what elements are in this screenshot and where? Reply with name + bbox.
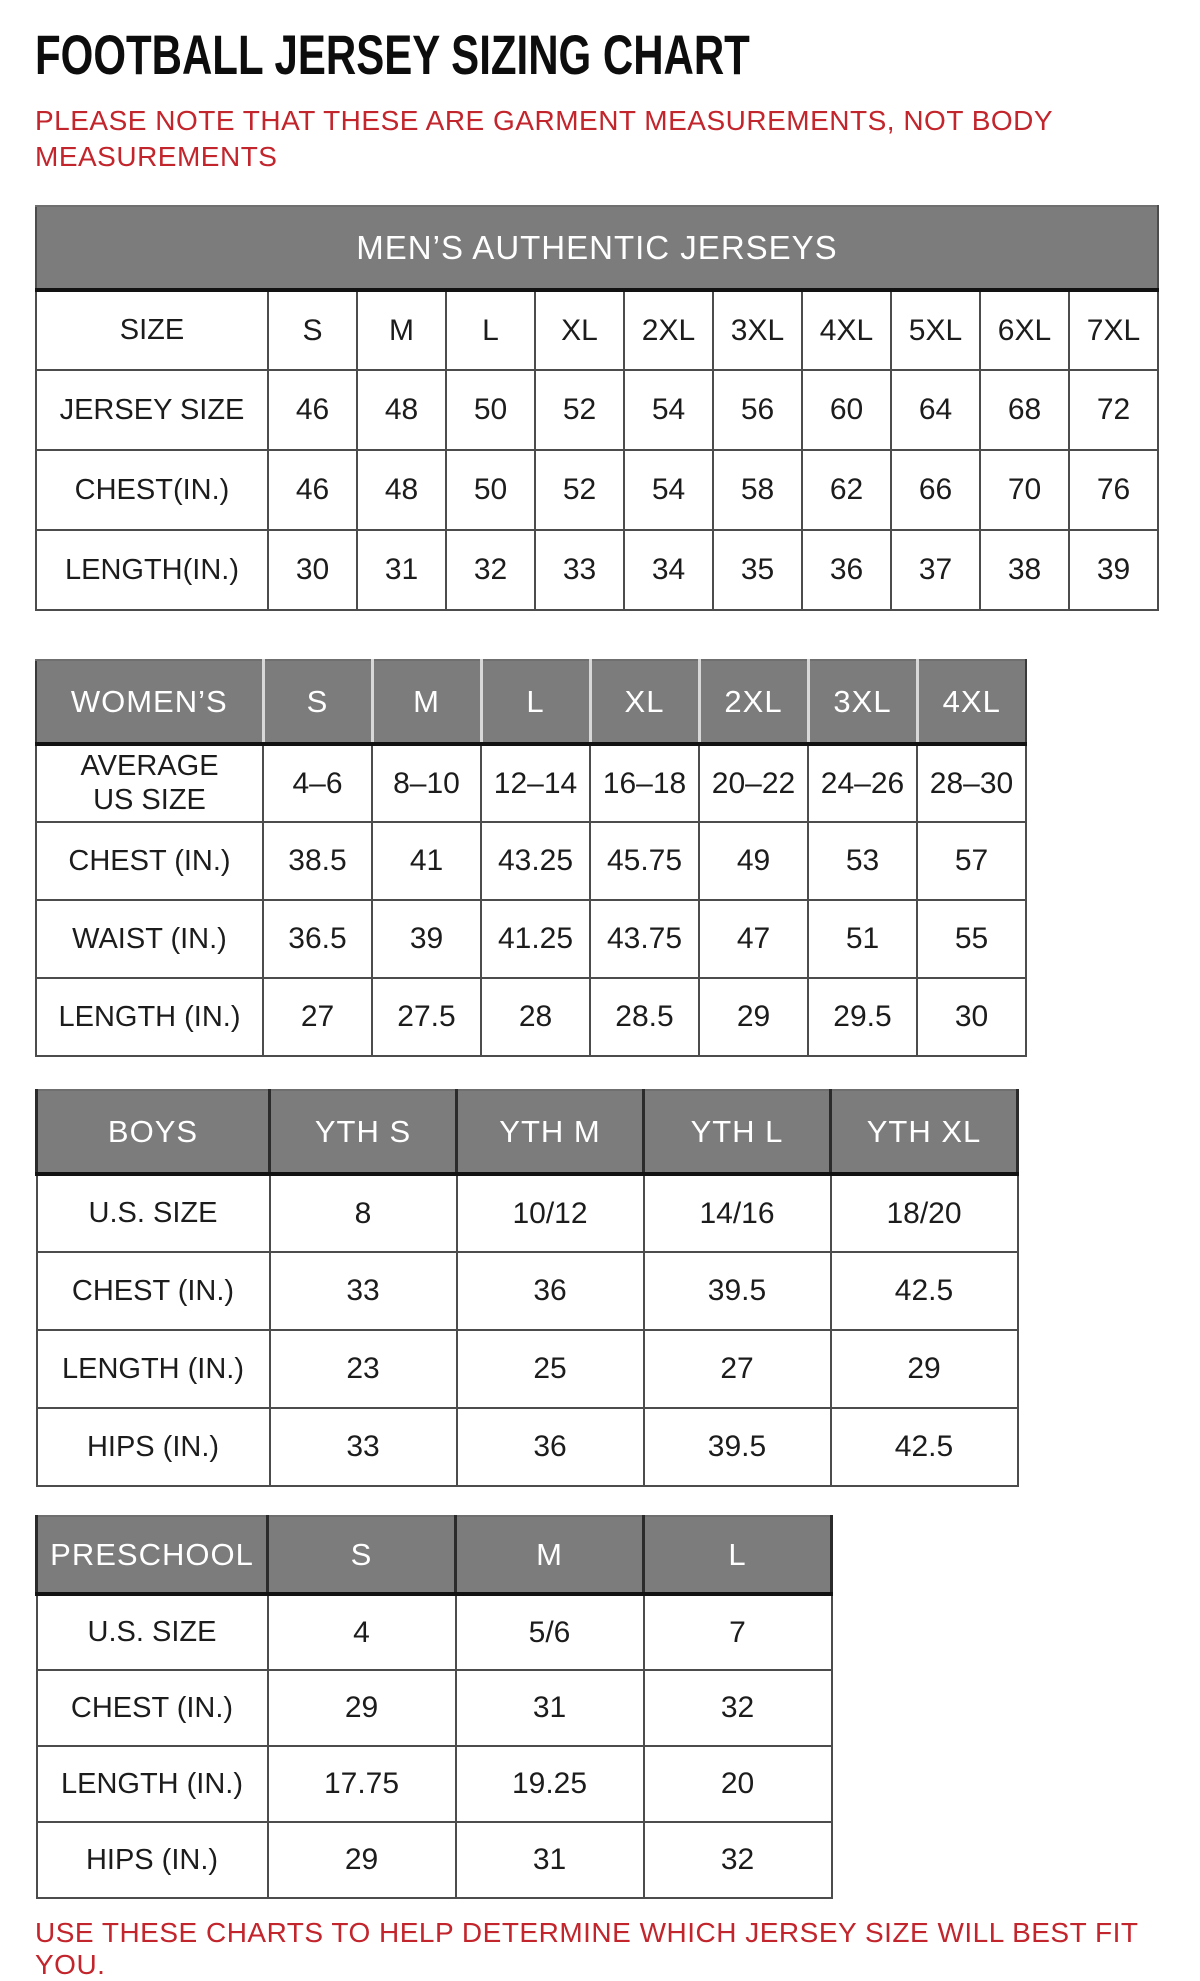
table-row [37,1594,832,1670]
table-cell: 38.5 [263,822,372,900]
table-row [36,450,1158,530]
table-cell: 53 [808,822,917,900]
table-cell: 55 [917,900,1026,978]
size-header-cell: XL [535,290,624,370]
table-cell: 41.25 [481,900,590,978]
size-header-cell: M [357,290,446,370]
table-cell: 45.75 [590,822,699,900]
boys-header-label: BOYS [37,1090,270,1174]
boys-table [35,1089,1019,1487]
table-cell: 35 [713,530,802,610]
table-cell: 28–30 [917,744,1026,822]
table-cell: 14/16 [644,1174,831,1252]
row-label: U.S. SIZE [37,1174,270,1252]
table-cell: 31 [456,1822,644,1898]
table-cell: 28 [481,978,590,1056]
table-cell: 33 [535,530,624,610]
size-header-cell: S [268,290,357,370]
table-cell: 29 [831,1330,1018,1408]
size-header-cell: 2XL [624,290,713,370]
size-header-cell: 5XL [891,290,980,370]
table-cell: 32 [644,1822,832,1898]
table-cell: 51 [808,900,917,978]
row-label-line2: US SIZE [93,783,206,816]
garment-note-line2: MEASUREMENTS [35,141,278,172]
table-cell: 48 [357,370,446,450]
row-label: CHEST (IN.) [37,1252,270,1330]
mens-table-banner: MEN’S AUTHENTIC JERSEYS [36,206,1158,290]
size-header-cell: XL [590,660,699,744]
table-cell: 29 [268,1670,456,1746]
table-cell: 28.5 [590,978,699,1056]
table-cell: 16–18 [590,744,699,822]
row-label: JERSEY SIZE [36,370,268,450]
row-label: CHEST (IN.) [37,1670,268,1746]
table-cell: 64 [891,370,980,450]
table-cell: 42.5 [831,1408,1018,1486]
table-cell: 54 [624,370,713,450]
table-cell: 27 [263,978,372,1056]
table-cell: 36 [457,1252,644,1330]
table-cell: 36 [802,530,891,610]
table-cell: 43.25 [481,822,590,900]
size-header-cell: 2XL [699,660,808,744]
table-cell: 32 [644,1670,832,1746]
table-cell: 66 [891,450,980,530]
table-cell: 38 [980,530,1069,610]
row-label: LENGTH (IN.) [37,1746,268,1822]
table-cell: 25 [457,1330,644,1408]
table-cell: 31 [357,530,446,610]
table-row [37,1330,1018,1408]
table-row [37,1822,832,1898]
preschool-table [35,1515,833,1899]
size-header-cell: 3XL [808,660,917,744]
table-cell: 39 [1069,530,1158,610]
size-header-cell: YTH L [644,1090,831,1174]
womens-header-row [36,660,1026,744]
table-cell: 5/6 [456,1594,644,1670]
table-cell: 27.5 [372,978,481,1056]
table-row [37,1174,1018,1252]
table-cell: 19.25 [456,1746,644,1822]
row-label-line1: AVERAGE [80,750,219,783]
table-cell: 20–22 [699,744,808,822]
table-row [37,1670,832,1746]
boys-header-row [37,1090,1018,1174]
womens-table [35,659,1027,1057]
table-cell: 42.5 [831,1252,1018,1330]
table-cell: 39.5 [644,1252,831,1330]
garment-note-line1: PLEASE NOTE THAT THESE ARE GARMENT MEASUREMENTS, NOT BODY [35,105,1054,136]
table-cell: 52 [535,450,624,530]
table-row [36,978,1026,1056]
table-cell: 29.5 [808,978,917,1056]
table-cell: 4–6 [263,744,372,822]
row-label: U.S. SIZE [37,1594,268,1670]
table-cell: 27 [644,1330,831,1408]
table-cell: 50 [446,370,535,450]
table-cell: 68 [980,370,1069,450]
table-cell: 39 [372,900,481,978]
table-cell: 50 [446,450,535,530]
size-header-cell: M [456,1516,644,1594]
row-label: HIPS (IN.) [37,1822,268,1898]
table-row [36,744,1026,822]
size-header-cell: 4XL [802,290,891,370]
table-cell: 41 [372,822,481,900]
table-cell: 48 [357,450,446,530]
size-header-cell: 4XL [917,660,1026,744]
table-cell: 18/20 [831,1174,1018,1252]
table-cell: 54 [624,450,713,530]
table-cell: 76 [1069,450,1158,530]
size-header-cell: S [268,1516,456,1594]
table-cell: 37 [891,530,980,610]
size-header-cell: 3XL [713,290,802,370]
size-header-cell: YTH M [457,1090,644,1174]
table-cell: 17.75 [268,1746,456,1822]
table-cell: 20 [644,1746,832,1822]
table-cell: 30 [268,530,357,610]
table-cell: 57 [917,822,1026,900]
table-cell: 56 [713,370,802,450]
size-header-cell: YTH XL [831,1090,1018,1174]
womens-header-label: WOMEN’S [36,660,263,744]
mens-authentic-jerseys-table [35,205,1159,611]
table-cell: 31 [456,1670,644,1746]
table-cell: 10/12 [457,1174,644,1252]
row-label: CHEST(IN.) [36,450,268,530]
table-cell: 62 [802,450,891,530]
row-label: HIPS (IN.) [37,1408,270,1486]
size-header-cell: 6XL [980,290,1069,370]
table-cell: 36.5 [263,900,372,978]
table-cell: 70 [980,450,1069,530]
mens-size-header-row [36,290,1158,370]
table-cell: 29 [699,978,808,1056]
table-row [36,900,1026,978]
table-cell: 30 [917,978,1026,1056]
table-cell: 23 [270,1330,457,1408]
table-cell: 47 [699,900,808,978]
size-header-cell: 7XL [1069,290,1158,370]
table-cell: 52 [535,370,624,450]
page-title: FOOTBALL JERSEY SIZING CHART [35,23,750,86]
table-cell: 24–26 [808,744,917,822]
table-cell: 33 [270,1408,457,1486]
row-label: LENGTH (IN.) [37,1330,270,1408]
size-header-cell: L [644,1516,832,1594]
table-cell: 36 [457,1408,644,1486]
table-cell: 60 [802,370,891,450]
row-label: LENGTH (IN.) [36,978,263,1056]
footer-note: USE THESE CHARTS TO HELP DETERMINE WHICH JERSEY SIZE WILL BEST FIT YOU. [35,1917,1138,1980]
table-cell: 43.75 [590,900,699,978]
size-header-cell: S [263,660,372,744]
garment-note [35,103,1200,175]
table-cell: 8 [270,1174,457,1252]
table-cell: 12–14 [481,744,590,822]
table-row [36,822,1026,900]
row-label [36,744,263,822]
table-cell: 58 [713,450,802,530]
preschool-header-row [37,1516,832,1594]
size-header-cell: L [446,290,535,370]
size-header-cell: M [372,660,481,744]
table-cell: 34 [624,530,713,610]
table-row [37,1408,1018,1486]
table-cell: 7 [644,1594,832,1670]
mens-table-banner-row [36,206,1158,290]
table-cell: 29 [268,1822,456,1898]
row-label: CHEST (IN.) [36,822,263,900]
size-header-cell: L [481,660,590,744]
table-cell: 46 [268,370,357,450]
table-cell: 46 [268,450,357,530]
row-label: SIZE [36,290,268,370]
table-cell: 4 [268,1594,456,1670]
table-row [36,370,1158,450]
table-cell: 8–10 [372,744,481,822]
row-label: WAIST (IN.) [36,900,263,978]
table-cell: 49 [699,822,808,900]
table-cell: 32 [446,530,535,610]
row-label: LENGTH(IN.) [36,530,268,610]
table-row [37,1252,1018,1330]
size-header-cell: YTH S [270,1090,457,1174]
table-cell: 33 [270,1252,457,1330]
table-row [37,1746,832,1822]
preschool-header-label: PRESCHOOL [37,1516,268,1594]
table-cell: 72 [1069,370,1158,450]
table-row [36,530,1158,610]
table-cell: 39.5 [644,1408,831,1486]
